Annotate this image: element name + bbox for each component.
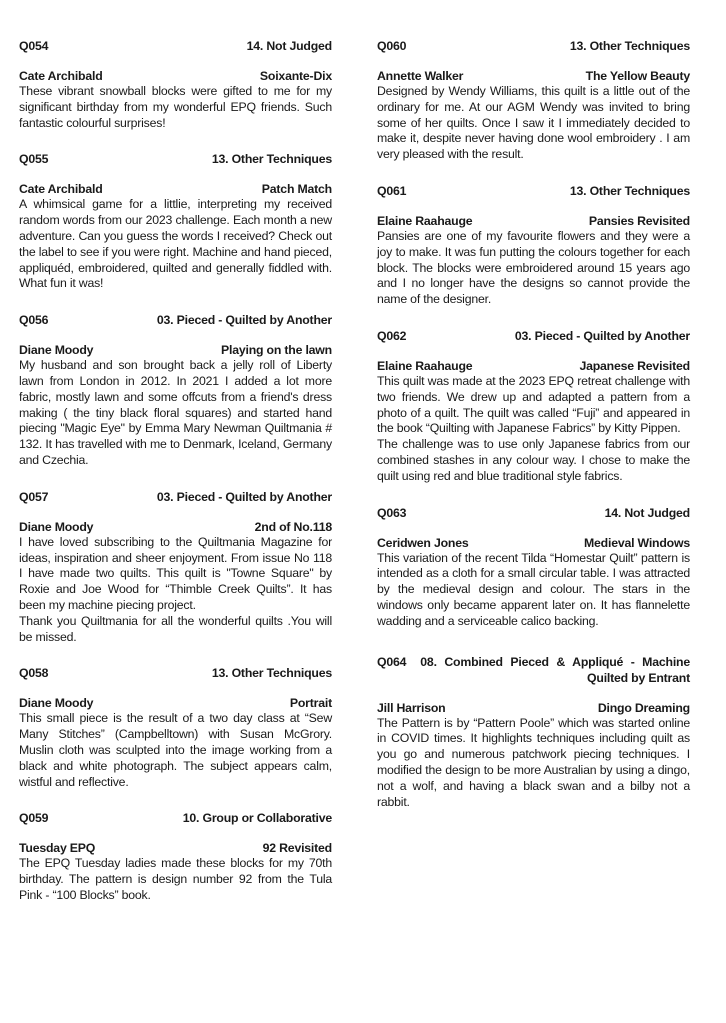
entry-maker: Annette Walker <box>377 69 464 83</box>
entry-byline <box>377 213 690 229</box>
entry-maker: Cate Archibald <box>19 182 103 197</box>
entry-header <box>377 505 690 521</box>
entry-id: Q062 <box>377 328 407 343</box>
entry-description <box>377 84 690 163</box>
entry-title: 92 Revisited <box>262 841 332 856</box>
entry-byline <box>377 358 690 374</box>
entry <box>19 810 332 903</box>
entry-header <box>19 151 332 167</box>
entry-maker: Cate Archibald <box>19 69 103 83</box>
entry-id: Q059 <box>19 811 49 826</box>
entry-category: 03. Pieced - Quilted by Another <box>156 489 332 504</box>
entry-maker: Elaine Raahauge <box>377 213 473 228</box>
entry-category: 13. Other Techniques <box>211 666 332 681</box>
entry-description <box>19 84 332 131</box>
entry-category: 13. Other Techniques <box>569 39 690 53</box>
entry-title: Patch Match <box>261 182 332 197</box>
entry-maker: Diane Moody <box>19 696 94 711</box>
entry <box>19 312 332 469</box>
entry-byline <box>19 342 332 358</box>
entry-byline <box>377 68 690 84</box>
entry-header <box>377 183 690 199</box>
entry-paragraph: Pansies are one of my favourite flowers and they were a joy to make. It was fun putting the colours together for each block. The blocks were embroidered around 15 years ago and I no longer have the designs so cannot provide the name of the designer. <box>377 228 690 307</box>
entry-paragraph: My husband and son brought back a jelly roll of Liberty lawn from London in 2012. In 2021 I added a lot more fabric, mostly lawn and some offcuts from a friend's dress making ( the tiny black floral squares) and started hand piecing "Magic Eye" by Emma Mary Newman Quiltmania # 132. It has travelled with me to Denmark, Iceland, Germany and Czechia. <box>19 358 332 467</box>
entry-description <box>19 535 332 646</box>
entry-category: 03. Pieced - Quilted by Another <box>514 328 690 343</box>
entry-description <box>377 551 690 630</box>
entry-byline <box>19 695 332 711</box>
entry-description <box>19 711 332 790</box>
entry-category: 03. Pieced - Quilted by Another <box>156 313 332 328</box>
entry-id: Q057 <box>19 489 49 504</box>
entry-id: Q063 <box>377 505 407 520</box>
entry-header <box>19 38 332 54</box>
entry-byline <box>19 181 332 197</box>
entry-maker: Diane Moody <box>19 343 94 358</box>
entry <box>377 38 690 163</box>
entry-category: 14. Not Judged <box>604 505 690 520</box>
entry-byline <box>19 68 332 84</box>
entry-paragraph: I have loved subscribing to the Quiltmania Magazine for ideas, inspiration and sheer enjoyment. From issue No 118 I have made two quilts. This quilt is "Towne Square" by Roxie and Joe Wood for “Thimble Creek Quilts”. It has been my machine piecing project. <box>19 534 332 612</box>
entry-title: Playing on the lawn <box>221 343 332 358</box>
entry-id: Q060 <box>377 39 407 53</box>
entry-byline <box>19 840 332 856</box>
entry-paragraph: The challenge was to use only Japanese fabrics from our combined stashes in any colour way. I chose to make the quilt using red and blue traditional style fabrics. <box>377 437 690 483</box>
entry-id: Q058 <box>19 666 49 681</box>
entry-title: Japanese Revisited <box>579 358 690 373</box>
entry-paragraph: This small piece is the result of a two day class at “Sew Many Stitches” (Campbelltown) with Susan McGrory. Muslin cloth was sculpted into the image working from a black and white photograph. The subject appears calm, wistful and reflective. <box>19 711 332 789</box>
entry-title: The Yellow Beauty <box>585 69 690 83</box>
entry-maker: Tuesday EPQ <box>19 841 96 856</box>
right-column <box>377 38 690 1003</box>
entry-header <box>377 38 690 54</box>
entry-paragraph: This quilt was made at the 2023 EPQ retreat challenge with two friends. We drew up and adapted a pattern from a photo of a quilt. The quilt was called “Fuji” and appeared in the book “Quilting with Japanese Fabrics” by Kitty Pippen. <box>377 373 690 436</box>
entry-id: Q054 <box>19 39 49 53</box>
entry-paragraph: The Pattern is by “Pattern Poole” which was started online in COVID times. It highlights techniques including quilt as you go and numerous patchwork piecing techniques. I modified the design to be more Australian by using a dingo, not a wolf, and having a black swan and a bilby not a rabbit. <box>377 715 690 809</box>
entry-byline <box>377 700 690 716</box>
entry-header <box>19 312 332 328</box>
entry <box>19 665 332 790</box>
entry-id: Q056 <box>19 313 49 328</box>
entry-description <box>19 856 332 903</box>
entry-title: Dingo Dreaming <box>597 700 690 715</box>
entry <box>377 505 690 630</box>
entry <box>19 151 332 292</box>
entry-description <box>377 716 690 811</box>
entry-maker: Elaine Raahauge <box>377 358 473 373</box>
entry-id: Q064 <box>377 654 407 669</box>
entry-byline <box>19 519 332 535</box>
entry-paragraph: Designed by Wendy Williams, this quilt is a little out of the ordinary for me. At our AGM Wendy was invited to bring some of her quilts. Once I saw it I immediately decided to make it, despite never having done wool embroidery . I am very pleased with the result. <box>377 84 690 162</box>
entry-description <box>377 374 690 485</box>
entry-title: Soixante-Dix <box>259 69 332 83</box>
entry-id: Q061 <box>377 183 407 198</box>
entry-header <box>19 489 332 505</box>
entry-title: Portrait <box>289 696 332 711</box>
entry-header <box>377 654 690 686</box>
entry-paragraph: A whimsical game for a littlie, interpreting my received random words from our 2023 challenge. Each month a new adventure. Can you guess the words I received? Check out the label to see if you were right. Machine and hand pieced, appliquéd, embroidered, quilted and generally fiddled with. What fun it was! <box>19 197 332 291</box>
entry-id: Q055 <box>19 152 49 167</box>
entry-maker: Diane Moody <box>19 519 94 534</box>
entry-header <box>19 665 332 681</box>
entry-title: 2nd of No.118 <box>254 519 332 534</box>
entry-maker: Jill Harrison <box>377 700 446 715</box>
entry-category: 14. Not Judged <box>246 39 332 53</box>
entry-category: 08. Combined Pieced & Appliqué - Machine Quilted by Entrant <box>420 654 690 685</box>
entry-category: 13. Other Techniques <box>569 183 690 198</box>
entry-title: Medieval Windows <box>583 535 690 550</box>
entry-paragraph: Thank you Quiltmania for all the wonderful quilts .You will be missed. <box>19 613 332 644</box>
entry-paragraph: These vibrant snowball blocks were gifted to me for my significant birthday from my wonderful EPQ friends. Such fantastic colourful surprises! <box>19 84 332 130</box>
entry-title: Pansies Revisited <box>588 213 690 228</box>
entry-description <box>377 229 690 308</box>
entry <box>377 183 690 308</box>
entry <box>19 489 332 646</box>
entry-byline <box>377 535 690 551</box>
entry-header <box>19 810 332 826</box>
entry <box>377 328 690 485</box>
entry-category: 13. Other Techniques <box>211 152 332 167</box>
entry-description <box>19 358 332 469</box>
entry <box>19 38 332 131</box>
entry <box>377 654 690 811</box>
left-column <box>19 38 332 1003</box>
entry-description <box>19 197 332 292</box>
entry-paragraph: The EPQ Tuesday ladies made these blocks for my 70th birthday. The pattern is design number 92 from the Tula Pink - “100 Blocks” book. <box>19 856 332 902</box>
entry-maker: Ceridwen Jones <box>377 535 469 550</box>
entry-category: 10. Group or Collaborative <box>182 811 332 826</box>
entry-header <box>377 328 690 344</box>
entry-paragraph: This variation of the recent Tilda “Homestar Quilt” pattern is intended as a cloth for a small circular table. I was attracted by the medieval design and colour. The stars in the windows only became apparent later on. It has flannelette wadding and a serviceable calico backing. <box>377 550 690 628</box>
